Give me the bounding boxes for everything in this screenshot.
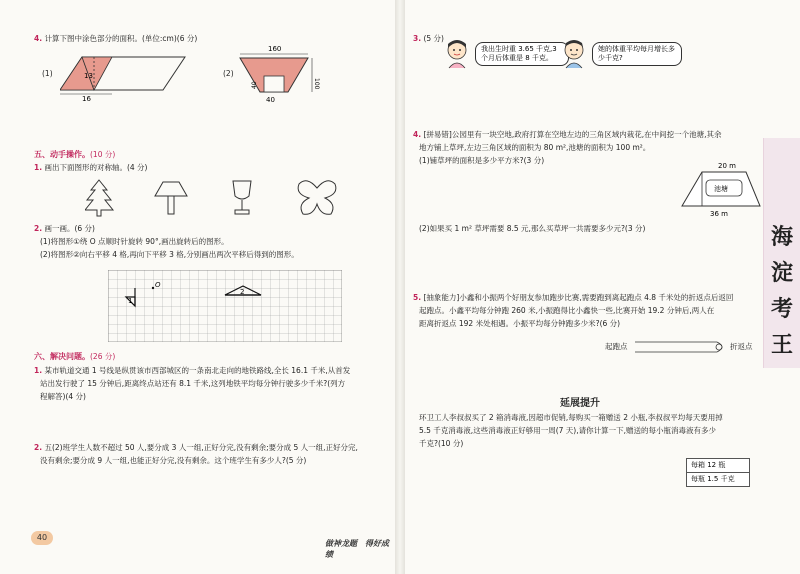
section-6-heading: 六、解决问题。(26 分) — [34, 352, 116, 361]
fig1-label: (1) — [42, 69, 53, 78]
svg-text:16: 16 — [82, 95, 91, 102]
brand-char-2: 淀 — [770, 260, 793, 286]
svg-text:36 m: 36 m — [710, 210, 728, 218]
right-page — [405, 0, 800, 574]
q3-right: 3. (5 分) — [413, 34, 444, 43]
s6-q1-line1: 1. 某市轨道交通 1 号线是纵贯该市西部城区的一条南北走向的地铁路线,全长 16.1 千米,从首发 — [34, 366, 351, 375]
footer-slogan: 做神龙题 得好成绩 — [325, 539, 389, 559]
drawing-grid — [108, 270, 342, 342]
q4-right-line1: 4. [拼易错]公园里有一块空地,政府打算在空地左边的三角区域内栽花,在中间挖一个池塘,其余 — [413, 130, 722, 139]
svg-text:1: 1 — [128, 297, 133, 305]
q5-right-line3: 距离折返点 192 米处相遇。小振平均每分钟跑多少米?(6 分) — [419, 319, 621, 328]
ext-line2: 5.5 千克消毒液,这些消毒液正好够用一周(7 天),请你计算一下,赠送的每小瓶消毒液有多少 — [419, 426, 716, 435]
svg-text:2: 2 — [240, 288, 245, 296]
s5-q2: 2. 画一画。(6 分) — [34, 224, 95, 233]
shaded-trapezoid-figure — [238, 42, 328, 110]
symmetry-shapes — [85, 178, 345, 220]
s6-q1-line2: 站出发行驶了 15 分钟后,距离终点站还有 8.1 千米,这列地铁平均每分钟行驶多少千米?(列方 — [40, 379, 346, 388]
girl-avatar-icon — [443, 38, 471, 70]
brand-sidebar — [763, 138, 800, 368]
page-fold — [395, 0, 405, 574]
ext-line3: 千克?(10 分) — [419, 439, 464, 448]
brand-char-3: 考 — [770, 296, 793, 322]
park-trapezoid-figure — [680, 160, 768, 220]
q4-right-part1: (1)铺草坪的面积是多少平方米?(3 分) — [419, 156, 545, 165]
s6-q2-line1: 2. 五(2)班学生人数不超过 50 人,要分成 3 人一组,正好分完,没有剩余;要分成 5 人一组,正好分完, — [34, 443, 358, 452]
s6-q1-line3: 程解答)(4 分) — [40, 392, 86, 401]
q5-right-line2: 起跑点。小鑫平均每分钟跑 260 米,小振跑得比小鑫快一些,比赛开始 19.2 分钟后,两人在 — [419, 306, 715, 315]
svg-text:100: 100 — [313, 78, 320, 90]
start-point-label: 起跑点 — [605, 342, 628, 351]
boy-avatar-icon — [560, 38, 588, 70]
turn-point-label: 折返点 — [730, 342, 753, 351]
s6-q2-line2: 没有剩余;要分成 9 人一组,也能正好分完,没有剩余。这个班学生有多少人?(5 分) — [40, 456, 307, 465]
q5-right-line1: 5. [抽象能力]小鑫和小振两个好朋友参加跑步比赛,需要跑到离起跑点 4.8 千米处的折返点后返回 — [413, 293, 734, 302]
extension-title: 延展提升 — [560, 398, 600, 409]
fig2-label: (2) — [223, 69, 234, 78]
page-number: 40 — [31, 531, 53, 545]
left-page — [0, 0, 395, 574]
svg-text:40: 40 — [251, 81, 258, 89]
box-bottles-per-case: 每箱 12 瓶 — [686, 458, 750, 473]
s5-q2-part2: (2)将图形②向右平移 4 格,再向下平移 3 格,分别画出两次平移后得到的图形。 — [40, 250, 299, 259]
svg-text:13: 13 — [84, 72, 93, 80]
svg-text:池塘: 池塘 — [714, 185, 728, 193]
speech-bubble-girl: 我出生时重 3.65 千克,3 个月后体重是 8 千克。 — [475, 42, 569, 66]
lamp-icon — [155, 182, 187, 214]
butterfly-icon — [298, 181, 336, 214]
race-track-diagram — [633, 336, 733, 358]
s5-q2-part1: (1)将图形①绕 O 点顺时针旋转 90°,画出旋转后的图形。 — [40, 237, 229, 246]
tree-icon — [85, 180, 113, 216]
box-kg-per-bottle: 每瓶 1.5 千克 — [686, 472, 750, 487]
svg-text:O: O — [155, 281, 161, 289]
q4-right-line2: 地方铺上草坪,左边三角区域的面积为 80 m²,池塘的面积为 100 m²。 — [419, 143, 651, 152]
brand-char-1: 海 — [770, 224, 793, 250]
shaded-parallelogram-figure — [60, 52, 195, 102]
speech-bubble-boy: 她的体重平均每月增长多少千克? — [592, 42, 682, 66]
svg-text:160: 160 — [268, 45, 282, 53]
svg-text:20 m: 20 m — [718, 162, 736, 170]
q4-left: 4. 计算下图中涂色部分的面积。(单位:cm)(6 分) — [34, 34, 198, 43]
brand-char-4: 王 — [770, 332, 793, 358]
ext-line1: 环卫工人李叔叔买了 2 箱消毒液,因超市促销,每购买一箱赠送 2 小瓶,李叔叔平均每天要用掉 — [419, 413, 723, 422]
svg-text:40: 40 — [266, 96, 275, 104]
goblet-icon — [233, 181, 251, 214]
s5-q1: 1. 画出下面图形的对称轴。(4 分) — [34, 163, 148, 172]
q4-right-part2: (2)如果买 1 m² 草坪需要 8.5 元,那么买草坪一共需要多少元?(3 分) — [419, 224, 646, 233]
section-5-heading: 五、动手操作。(10 分) — [34, 150, 116, 159]
